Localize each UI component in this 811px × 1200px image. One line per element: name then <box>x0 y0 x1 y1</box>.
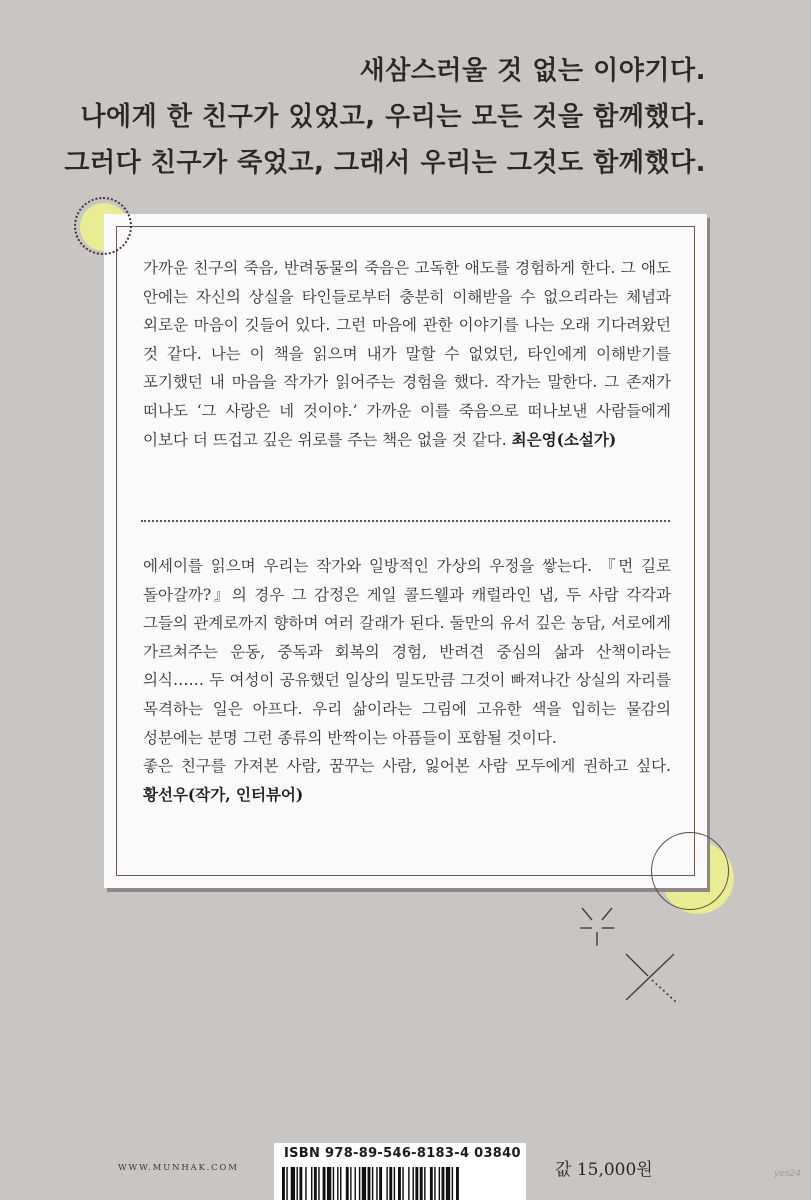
barcode-bar <box>340 1167 341 1200</box>
barcode-bar <box>394 1167 395 1200</box>
review-hwang-attribution: 황선우(작가, 인터뷰어) <box>143 784 304 804</box>
review-hwang-body: 에세이를 읽으며 우리는 작가와 일방적인 가상의 우정을 쌓는다. 『먼 길로 돌아갈까?』의 경우 그 감정은 게일 콜드웰과 캐럴라인 냅, 두 사람 각각과 그들의 관계로까지 향하며 여러 갈래가 된다. 둘만의 유서 깊은 농담, 서로에게 가르쳐주는 운동, 중독과 회복의 경험, 반려견 중심의 삶과 산책이라는 의식…… 두 여성이 공유했던 일상의 밀도만큼 그것이 빠져나간 상실의 자리를 목격하는 일은 아프다. 우리 삶이라는 그림에 고유한 색을 입히는 물감의 성분에는 분명 그런 종류의 반짝이는 아픔들이 포함될 것이다. <box>143 557 671 747</box>
dotted-ring-decoration <box>74 197 132 255</box>
dotted-divider <box>141 520 670 522</box>
headline-line-1: 새삼스러울 것 없는 이야기다. <box>359 56 706 86</box>
barcode-bar <box>350 1167 351 1200</box>
barcode-bar <box>398 1167 401 1200</box>
barcode-bar <box>368 1167 371 1200</box>
review-choi-attribution: 최은영(소설가) <box>511 429 617 449</box>
barcode-bar <box>297 1167 298 1200</box>
barcode-bar <box>362 1167 366 1200</box>
barcode-bar <box>333 1167 334 1200</box>
barcode-bar <box>327 1167 331 1200</box>
barcode-bar <box>286 1167 287 1200</box>
barcode-bar <box>372 1167 373 1200</box>
barcode-bar <box>452 1167 453 1200</box>
review-card <box>104 214 707 888</box>
barcode-bar <box>299 1167 302 1200</box>
barcode-bar <box>323 1167 326 1200</box>
headline-line-2: 나에게 한 친구가 있었고, 우리는 모든 것을 함께했다. <box>80 102 706 132</box>
barcode-bar <box>430 1167 433 1200</box>
watermark: yes24 <box>774 1169 802 1179</box>
barcode-bar <box>420 1167 423 1200</box>
cross-icon <box>622 952 678 1004</box>
barcode-bar <box>379 1167 382 1200</box>
barcode-bar <box>389 1167 392 1200</box>
barcode-bar <box>408 1167 409 1200</box>
barcode-bar <box>282 1167 285 1200</box>
review-hwang <box>143 552 671 809</box>
barcode-bar <box>456 1167 459 1200</box>
isbn-number: ISBN 978-89-546-8183-4 03840 <box>284 1146 521 1161</box>
barcode-bar <box>402 1167 403 1200</box>
isbn-barcode-box <box>274 1143 526 1200</box>
barcode-bar <box>386 1167 387 1200</box>
barcode-bar <box>291 1167 295 1200</box>
barcode-bar <box>413 1167 414 1200</box>
barcode-bar <box>442 1167 445 1200</box>
publisher-website: WWW.MUNHAK.COM <box>118 1163 239 1173</box>
review-choi-body: 가까운 친구의 죽음, 반려동물의 죽음은 고독한 애도를 경험하게 한다. 그 애도 안에는 자신의 상실을 타인들로부터 충분히 이해받을 수 없으리라는 체념과 외로운 마음이 깃들어 있다. 그런 마음에 관한 이야기를 나는 오래 기다려왔던 것 같다. 나는 이 책을 읽으며 내가 말할 수 없었던, 타인에게 이해받기를 포기했던 내 마음을 작가가 읽어주는 경험을 했다. 작가는 말한다. 그 존재가 떠나도 ‘그 사랑은 네 것이야.’ 가까운 이를 죽음으로 떠나보낸 사람들에게 이보다 더 뜨겁고 깊은 위로를 주는 책은 없을 것 같다. <box>143 259 671 449</box>
barcode-bar <box>446 1167 450 1200</box>
barcode-bar <box>318 1167 319 1200</box>
barcode-bar <box>359 1167 360 1200</box>
barcode-bar <box>376 1167 377 1200</box>
barcode-bar <box>355 1167 356 1200</box>
thin-ring-decoration <box>651 832 729 910</box>
barcode-bar <box>314 1167 317 1200</box>
review-choi <box>143 254 671 454</box>
price: 값 15,000원 <box>555 1160 653 1180</box>
barcode-bar <box>305 1167 306 1200</box>
barcode-bar <box>337 1167 338 1200</box>
barcode-bar <box>311 1167 312 1200</box>
barcode-bar <box>424 1167 425 1200</box>
barcode-bar <box>346 1167 349 1200</box>
headline-line-3: 그러다 친구가 죽었고, 그래서 우리는 그것도 함께했다. <box>64 148 706 178</box>
barcode-bar <box>415 1167 418 1200</box>
headline <box>26 48 706 186</box>
barcode-bar <box>439 1167 440 1200</box>
barcode-bar <box>434 1167 435 1200</box>
barcode <box>282 1167 518 1200</box>
review-hwang-body-2: 좋은 친구를 가져본 사람, 꿈꾸는 사람, 잃어본 사람 모두에게 권하고 싶다. <box>143 757 671 776</box>
sparkle-icon <box>578 904 616 948</box>
